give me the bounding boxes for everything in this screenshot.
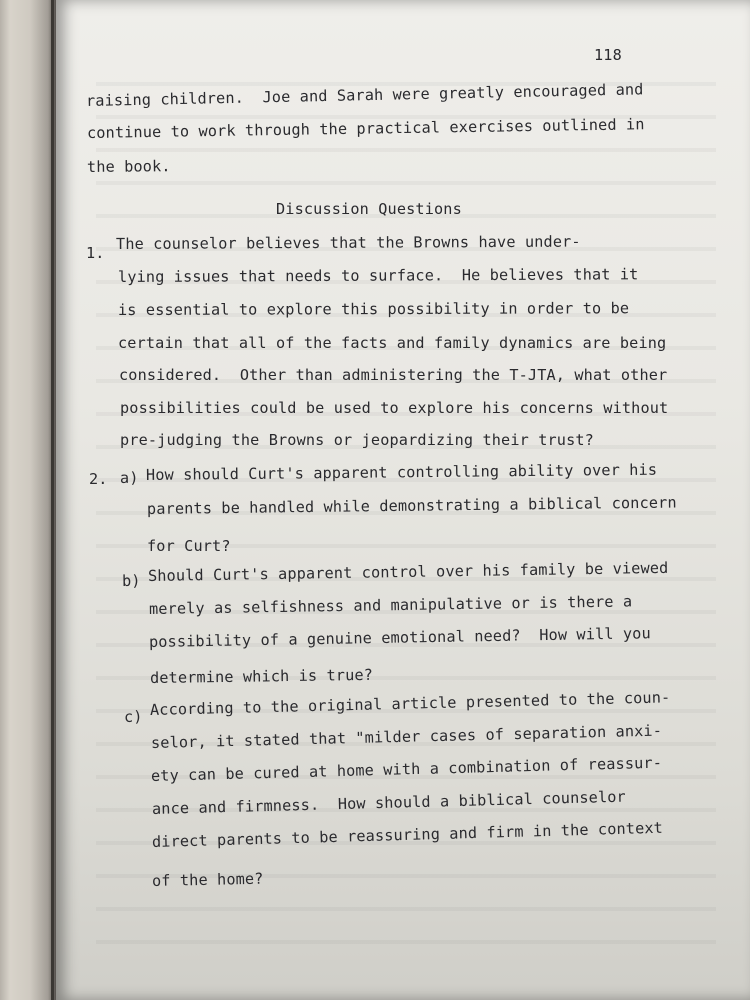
subquestion-line: selor, it stated that "milder cases of separation anxi- (150, 721, 663, 752)
subquestion-line: ety can be cured at home with a combination of reassur- (150, 753, 663, 785)
question-number: 2. (89, 470, 108, 488)
subquestion-line: for Curt? (147, 537, 231, 555)
subquestion-line: determine which is true? (149, 665, 374, 687)
section-heading: Discussion Questions (276, 200, 462, 218)
question-line: lying issues that needs to surface. He believes that it (117, 265, 639, 286)
intro-line: the book. (86, 157, 171, 176)
question-line: possibilities could be used to explore his concerns without (120, 399, 669, 417)
question-number: 1. (86, 244, 105, 262)
intro-line: raising children. Joe and Sarah were greatly encouraged and (85, 80, 644, 110)
facing-page-edge (0, 0, 56, 1000)
page-number: 118 (594, 46, 622, 64)
subquestion-line: According to the original article presented to the coun- (149, 688, 671, 719)
subquestion-line: Should Curt's apparent control over his family be viewed (147, 558, 669, 585)
subquestion-label: a) (119, 468, 139, 487)
subquestion-line: merely as selfishness and manipulative or is there a (148, 592, 633, 618)
subquestion-line: of the home? (151, 869, 264, 890)
intro-line: continue to work through the practical exercises outlined in (86, 115, 645, 142)
question-line: certain that all of the facts and family dynamics are being (118, 334, 667, 352)
subquestion-line: direct parents to be reassuring and firm in the context (151, 818, 664, 851)
subquestion-label: b) (121, 571, 141, 590)
question-line: pre-judging the Browns or jeopardizing their trust? (120, 431, 594, 449)
subquestion-line: parents be handled while demonstrating a biblical concern (146, 493, 677, 518)
subquestion-line: ance and firmness. How should a biblical counselor (151, 787, 627, 818)
question-line: is essential to explore this possibility in order to be (117, 299, 630, 319)
question-line: The counselor believes that the Browns have under- (115, 232, 581, 253)
subquestion-line: possibility of a genuine emotional need? How will you (148, 624, 651, 651)
subquestion-label: c) (123, 707, 143, 726)
question-line: considered. Other than administering the T-JTA, what other (119, 366, 668, 384)
document-page (56, 0, 750, 1000)
subquestion-line: How should Curt's apparent controlling ability over his (145, 460, 658, 484)
